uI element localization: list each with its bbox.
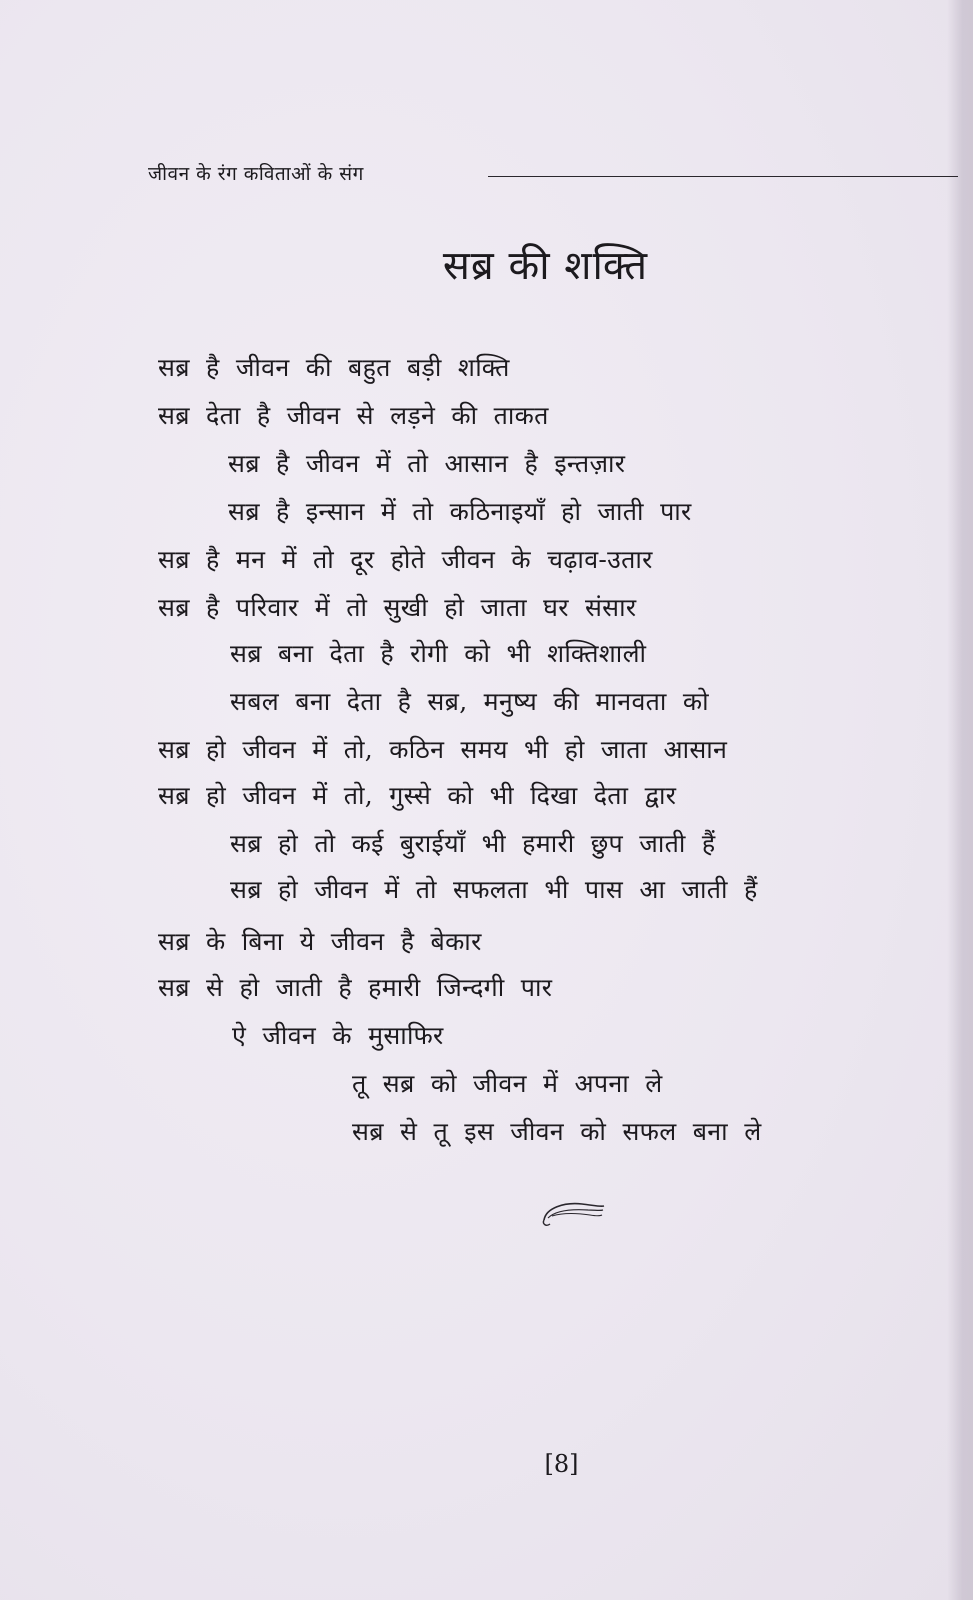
poem-line: सब्र हो जीवन में तो सफलता भी पास आ जाती हैं (230, 875, 758, 904)
poem-line: सब्र से तू इस जीवन को सफल बना ले (352, 1117, 762, 1146)
poem-line: सब्र है मन में तो दूर होते जीवन के चढ़ाव-उतार (158, 545, 653, 574)
page-number (0, 1450, 973, 1478)
poem-line: तू सब्र को जीवन में अपना ले (352, 1069, 663, 1098)
running-header: जीवन के रंग कविताओं के संग (148, 163, 364, 185)
page-number-text: [8] (544, 1450, 579, 1478)
poem-title (0, 236, 973, 291)
poem-line: सब्र है जीवन की बहुत बड़ी शक्ति (158, 353, 510, 382)
poem-line: सब्र है परिवार में तो सुखी हो जाता घर संसार (158, 593, 637, 622)
poem-line: सब्र के बिना ये जीवन है बेकार (158, 927, 482, 956)
poem-line: सब्र हो जीवन में तो, कठिन समय भी हो जाता आसान (158, 735, 728, 764)
poem-line: सब्र हो जीवन में तो, गुस्से को भी दिखा देता द्वार (158, 781, 677, 810)
poem-line: सब्र से हो जाती है हमारी जिन्दगी पार (158, 973, 553, 1002)
header-rule (488, 176, 958, 177)
poem-line: सबल बना देता है सब्र, मनुष्य की मानवता को (230, 687, 709, 716)
poem-line: सब्र है इन्सान में तो कठिनाइयाँ हो जाती पार (228, 497, 692, 526)
poem-line: सब्र हो तो कई बुराईयाँ भी हमारी छुप जाती हैं (230, 829, 716, 858)
poem-line: सब्र है जीवन में तो आसान है इन्तज़ार (228, 449, 626, 478)
flourish-ornament-icon (538, 1190, 608, 1230)
poem-title-text: सब्र की शक्ति (442, 243, 649, 289)
poem-line: ऐ जीवन के मुसाफिर (232, 1021, 444, 1050)
poem-line: सब्र देता है जीवन से लड़ने की ताकत (158, 401, 549, 430)
poem-line: सब्र बना देता है रोगी को भी शक्तिशाली (230, 639, 647, 668)
